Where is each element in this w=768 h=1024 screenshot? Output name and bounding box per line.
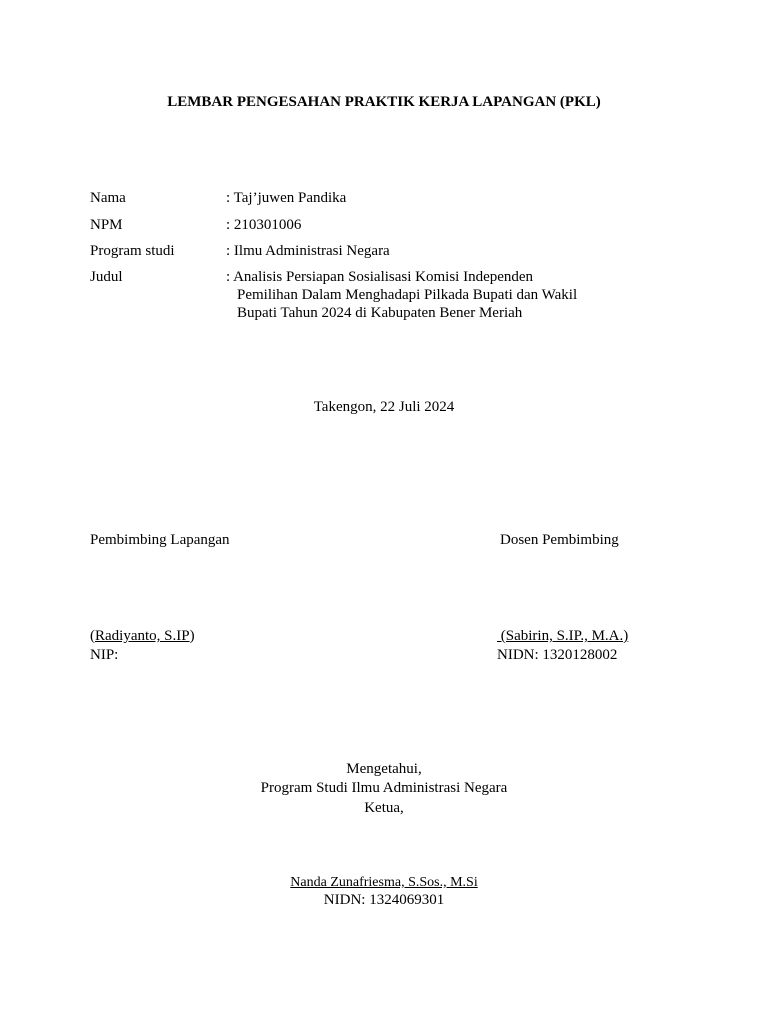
approval-line-3: Ketua, xyxy=(364,800,404,816)
npm-value: : 210301006 xyxy=(226,217,302,233)
right-signer-role: Dosen Pembimbing xyxy=(500,532,619,548)
place-date: Takengon, 22 Juli 2024 xyxy=(313,399,455,415)
left-signer-paren-close: ) xyxy=(189,628,195,644)
approval-nidn: NIDN: 1324069301 xyxy=(323,892,445,908)
approval-name-wrap xyxy=(0,873,768,892)
right-signer-name: (Sabirin, S.IP., M.A.) xyxy=(497,628,629,644)
nama-value: : Taj’juwen Pandika xyxy=(226,190,347,206)
approval-name: Nanda Zunafriesma, S.Sos., M.Si xyxy=(290,875,478,890)
approval-line-1: Mengetahui, xyxy=(346,761,422,777)
left-signer-name xyxy=(90,627,195,645)
approval-line-2: Program Studi Ilmu Administrasi Negara xyxy=(260,780,508,796)
left-signer-nip: NIP: xyxy=(90,647,119,663)
npm-label: NPM xyxy=(90,217,123,233)
page-title: LEMBAR PENGESAHAN PRAKTIK KERJA LAPANGAN (PKL) xyxy=(167,94,601,110)
judul-line-1: : Analisis Persiapan Sosialisasi Komisi Independen xyxy=(226,269,534,285)
prodi-label: Program studi xyxy=(90,243,175,259)
left-signer-role: Pembimbing Lapangan xyxy=(90,532,230,548)
nama-label: Nama xyxy=(90,190,126,206)
right-signer-nidn: NIDN: 1320128002 xyxy=(497,647,618,663)
left-signer-name-text: Radiyanto, S.IP xyxy=(95,628,190,644)
judul-label: Judul xyxy=(90,269,123,285)
judul-value xyxy=(226,268,577,322)
prodi-value: : Ilmu Administrasi Negara xyxy=(226,243,390,259)
judul-line-2: Pemilihan Dalam Menghadapi Pilkada Bupati dan Wakil xyxy=(237,287,578,303)
left-signer-paren-open: ( xyxy=(90,628,95,644)
judul-line-3: Bupati Tahun 2024 di Kabupaten Bener Meriah xyxy=(237,305,523,321)
